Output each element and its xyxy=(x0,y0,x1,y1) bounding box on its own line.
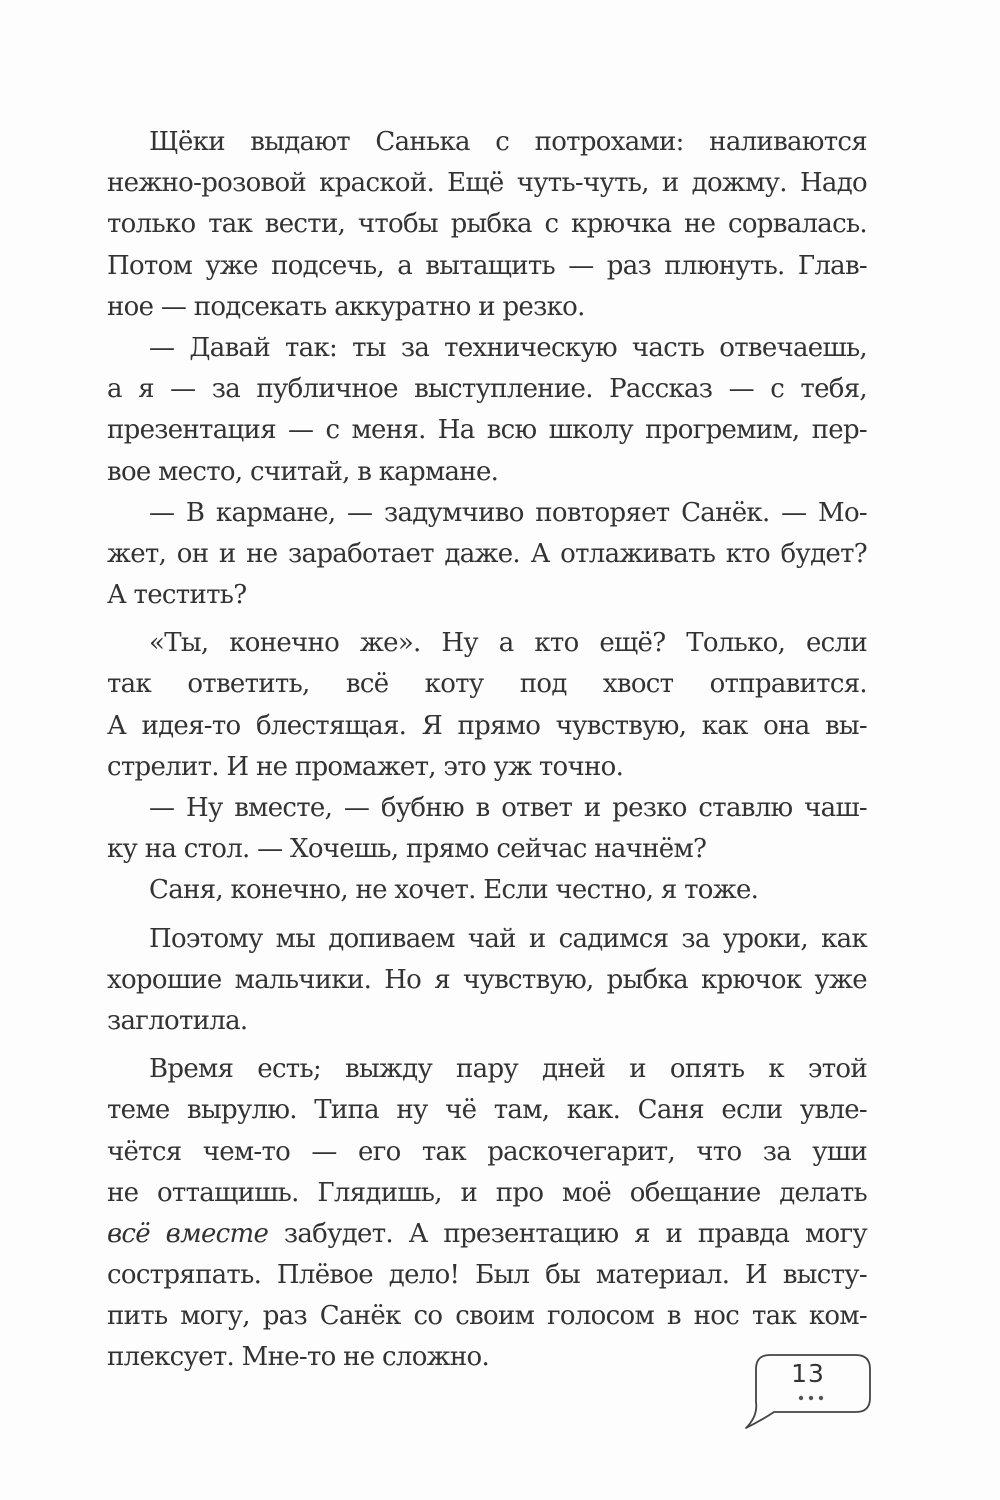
text-line: нежно-розовой краской. Ещё чуть-чуть, и дожму. Надо xyxy=(107,168,867,199)
text-line: вое место, считай, в кармане. xyxy=(107,456,499,487)
text-line: Время есть; выжду пару дней и опять к этой xyxy=(149,1054,867,1085)
text-line: стрелит. И не промажет, это уж точно. xyxy=(107,751,624,782)
text-line: заглотила. xyxy=(107,1005,248,1036)
text-line: хорошие мальчики. Но я чувствую, рыбка крючок уже xyxy=(107,964,867,995)
text-line: Саня, конечно, не хочет. Если честно, я тоже. xyxy=(149,875,759,906)
text-line: — Давай так: ты за техническую часть отвечаешь, xyxy=(149,332,867,363)
text-line: — В кармане, — задумчиво повторяет Санёк. — Мо- xyxy=(149,497,867,528)
text-line: плексует. Мне-то не сложно. xyxy=(107,1342,490,1373)
text-line: А идея-то блестящая. Я прямо чувствую, как она вы- xyxy=(107,710,867,741)
text-line: А тестить? xyxy=(107,580,247,611)
text-line: «Ты, конечно же». Ну а кто ещё? Только, если xyxy=(149,628,867,659)
text-line: презентация — с меня. На всю школу прогремим, пер- xyxy=(107,415,867,446)
text-line: пить могу, раз Санёк со своим голосом в нос так ком- xyxy=(107,1301,867,1332)
text-line-rest: забудет. А презентацию я и правда могу xyxy=(283,1218,867,1249)
text-line: состряпать. Плёвое дело! Был бы материал. И высту- xyxy=(107,1260,867,1291)
text-line: а я — за публичное выступление. Рассказ — с тебя, xyxy=(107,374,867,405)
page-number-badge xyxy=(744,1354,872,1430)
text-line: не оттащишь. Глядишь, и про моё обещание делать xyxy=(107,1177,867,1208)
body-text xyxy=(107,122,867,1379)
text-line: Щёки выдают Санька с потрохами: наливаются xyxy=(149,127,867,157)
text-line: чётся чем-то — его так раскочегарит, что за уши xyxy=(107,1136,867,1167)
page-number: 13 xyxy=(791,1359,825,1388)
emphasis-text: всё вместе xyxy=(107,1218,269,1249)
text-line: жет, он и не заработает даже. А отлаживать кто будет? xyxy=(107,538,867,569)
text-line: только так вести, чтобы рыбка с крючка не сорвалась. xyxy=(107,209,867,240)
text-line: ное — подсекать аккуратно и резко. xyxy=(107,291,585,322)
text-line xyxy=(107,1214,867,1255)
text-line: Поэтому мы допиваем чай и садимся за уроки, как xyxy=(149,923,867,954)
text-line: — Ну вместе, — бубню в ответ и резко ставлю чаш- xyxy=(149,793,867,823)
text-line: теме вырулю. Типа ну чё там, как. Саня если увле- xyxy=(107,1095,867,1126)
text-line: Потом уже подсечь, а вытащить — раз плюнуть. Глав- xyxy=(107,250,867,281)
text-line: так ответить, всё коту под хвост отправится. xyxy=(107,669,867,700)
text-line: ку на стол. — Хочешь, прямо сейчас начнём? xyxy=(107,834,707,865)
